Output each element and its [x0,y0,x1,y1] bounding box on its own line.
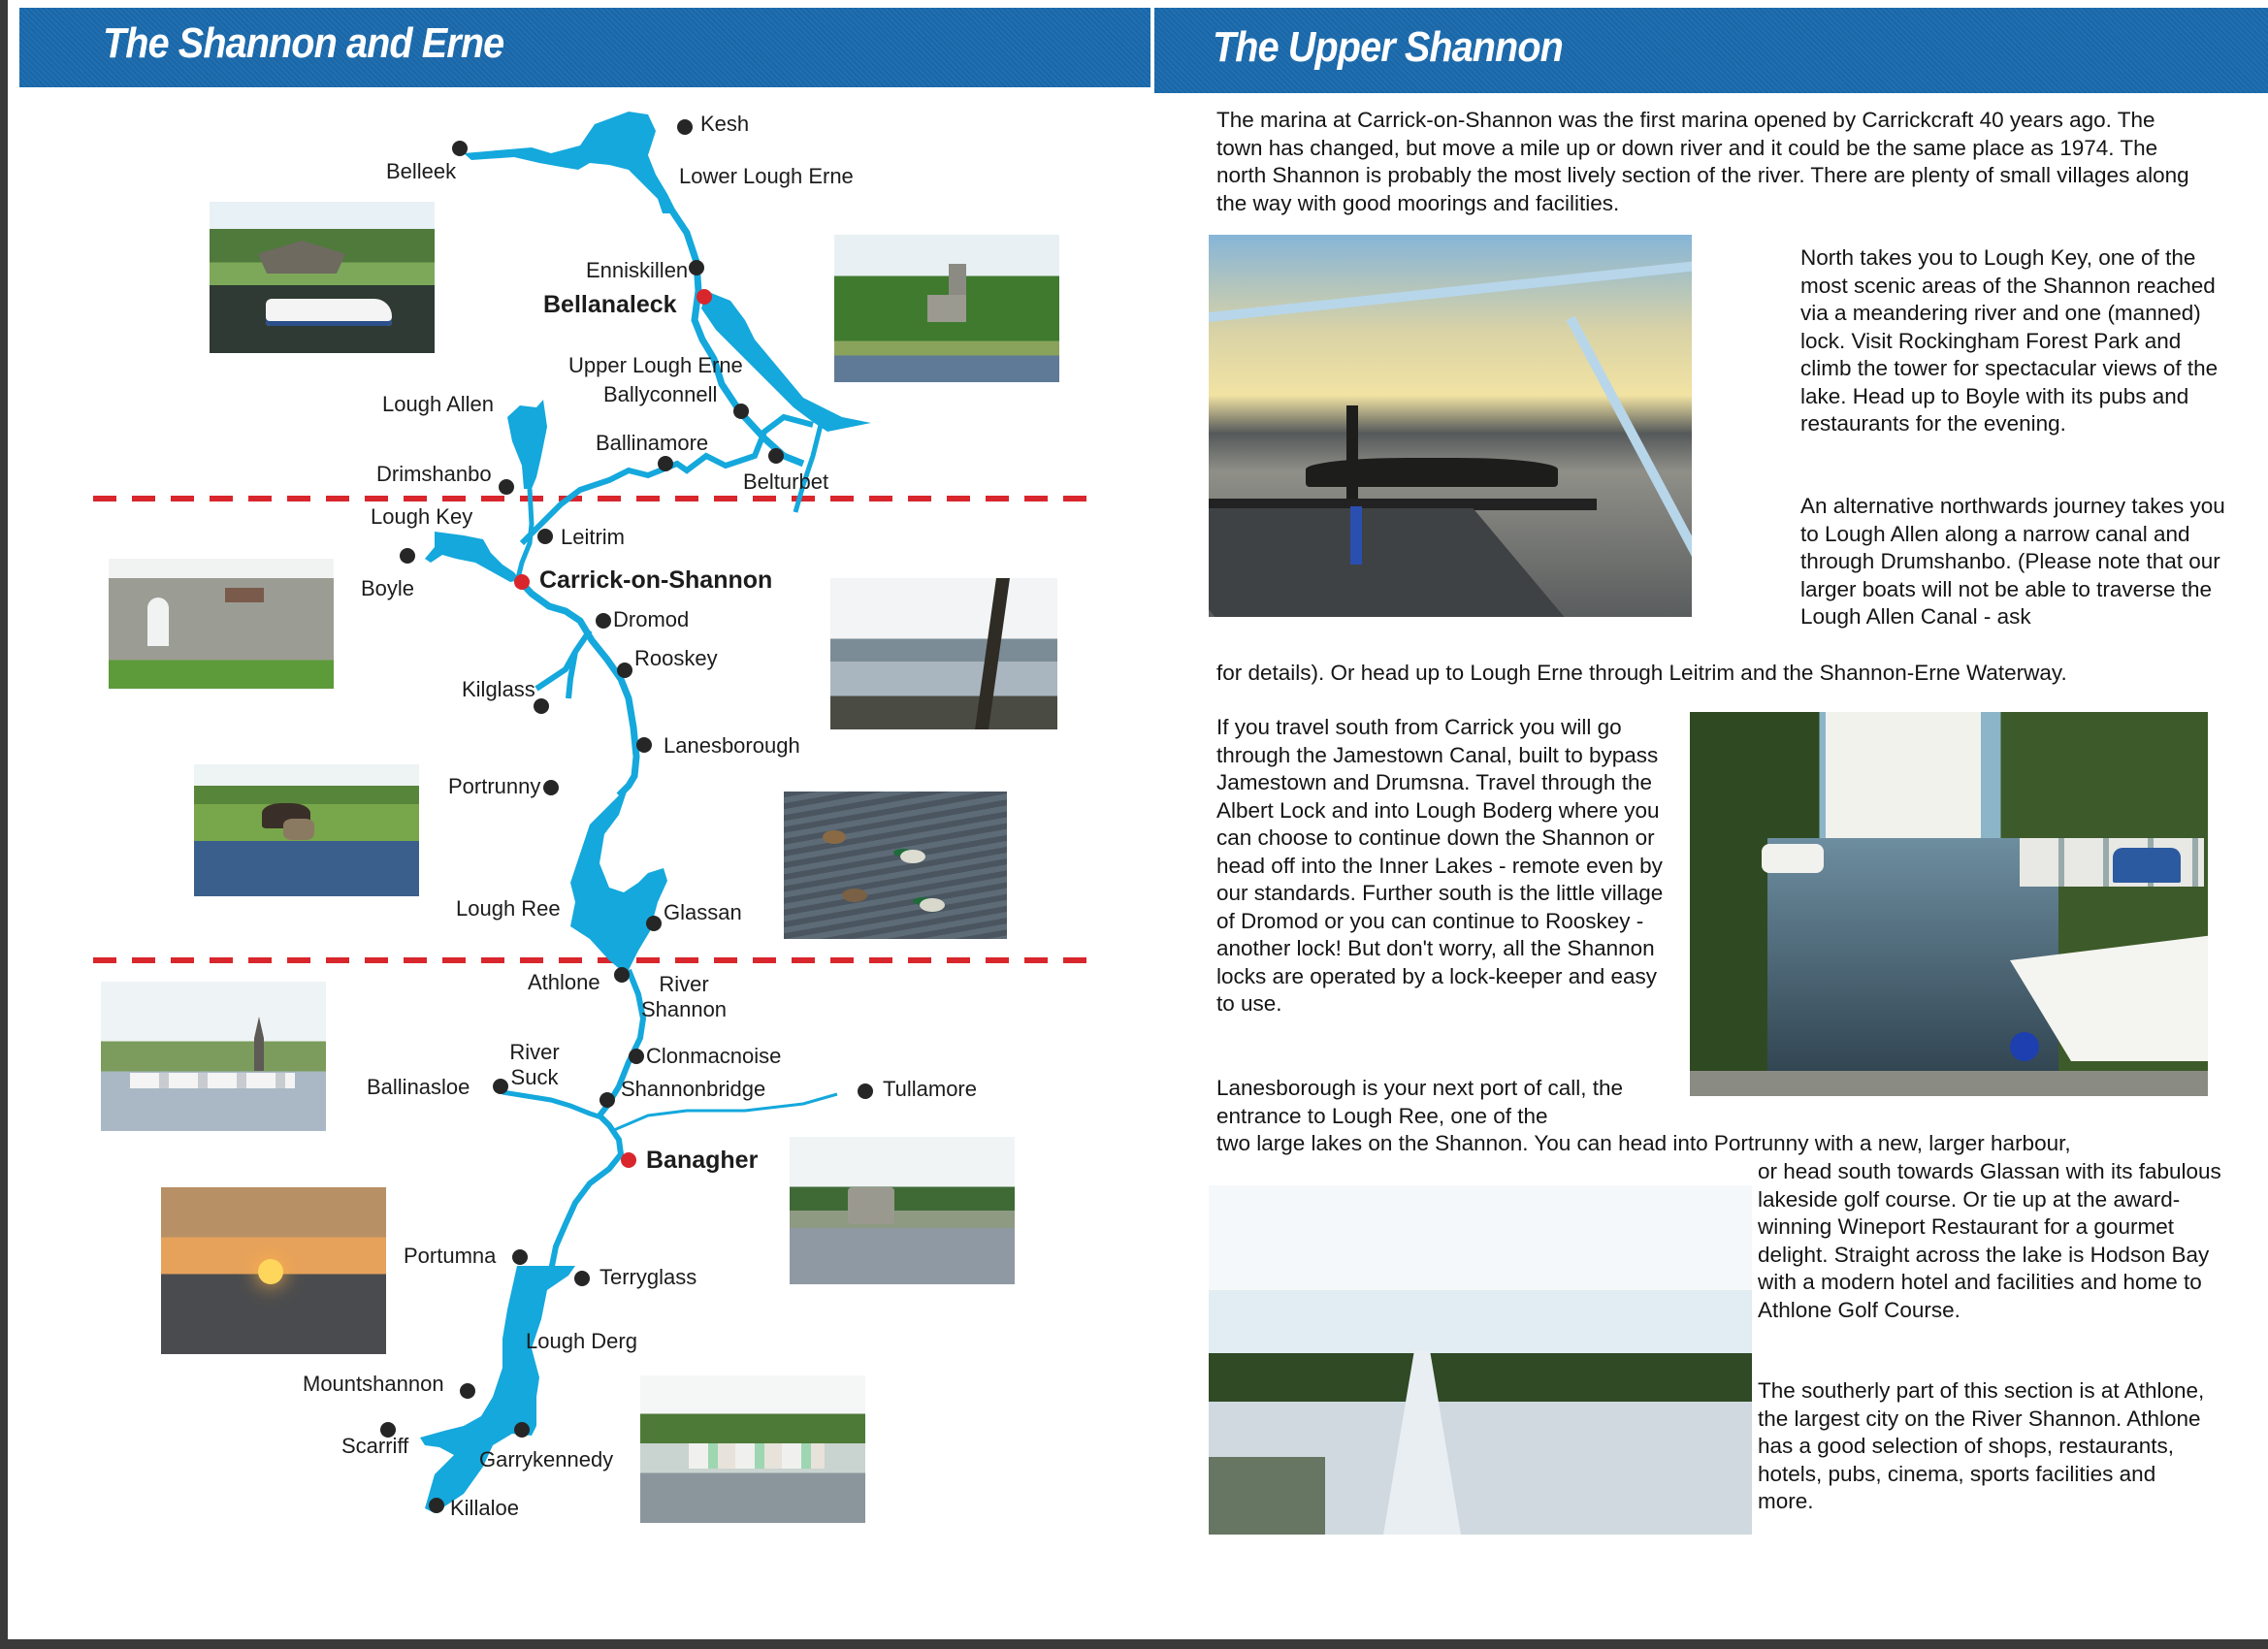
label-bellanaleck: Bellanaleck [543,291,677,318]
marker-shannonbridge [599,1092,615,1108]
label-lanesborough: Lanesborough [664,733,800,758]
marker-glassan [646,916,662,931]
river-shannon-lower [551,970,643,1271]
marker-dromod [596,613,611,629]
right-page-title: The Upper Shannon [1213,23,1563,71]
label-athlone: Athlone [528,970,600,994]
marker-drimshanbo [499,479,514,495]
label-portrunny: Portrunny [448,774,541,798]
paragraph-lanesborough-cont: two large lakes on the Shannon. You can head into Portrunny with a new, larger harbour, [1216,1131,2071,1155]
marker-kesh [677,119,693,135]
label-garrykennedy: Garrykennedy [479,1447,614,1471]
label-banagher: Banagher [646,1147,759,1174]
left-page-title: The Shannon and Erne [103,19,504,67]
label-rooskey: Rooskey [634,646,718,670]
photo-marina-dusk [1209,235,1692,617]
paragraph-lough-key: North takes you to Lough Key, one of the most scenic areas of the Shannon reached via a meandering river and one (manned) lock. Visit Rockingham Forest Park and climb the tower for spectacular views of the lake. Head up to Boyle with its pubs and restaurants for the evening. [1800,245,2219,436]
marker-killaloe [429,1498,444,1513]
paragraph-lough-allen-cont: for details). Or head up to Lough Erne through Leitrim and the Shannon-Erne Waterway. [1216,661,2067,685]
right-page-banner [1154,8,2268,93]
marker-tullamore [858,1083,873,1099]
marker-kilglass [534,698,549,714]
label-clonmacnoise: Clonmacnoise [646,1044,782,1068]
label-portumna: Portumna [404,1244,497,1268]
marker-banagher [621,1152,636,1168]
label-river-suck: River Suck [509,1040,560,1089]
label-belturbet: Belturbet [743,469,829,494]
label-shannonbridge: Shannonbridge [621,1077,766,1101]
label-enniskillen: Enniskillen [586,258,689,282]
marker-leitrim [537,529,553,544]
label-leitrim: Leitrim [561,525,626,549]
town-markers [380,119,873,1513]
label-killaloe: Killaloe [450,1496,519,1520]
label-lough-ree: Lough Ree [456,896,561,921]
lake-lough-key [425,532,520,582]
marker-carrick-on-shannon [514,574,530,590]
label-lough-key: Lough Key [371,504,473,529]
marker-enniskillen [689,260,704,275]
label-upper-lough-erne: Upper Lough Erne [568,353,743,377]
label-mountshannon: Mountshannon [303,1372,444,1396]
marker-terryglass [574,1271,590,1286]
marker-portumna [512,1249,528,1265]
label-lower-lough-erne: Lower Lough Erne [679,164,854,188]
marker-garrykennedy [514,1422,530,1438]
label-kesh: Kesh [700,112,750,136]
label-boyle: Boyle [361,576,415,600]
label-kilglass: Kilglass [462,677,535,701]
left-page [8,0,1154,1639]
waterways-map [8,0,1154,1639]
label-belleek: Belleek [386,159,457,183]
lake-lough-allen [507,400,547,489]
label-scarriff: Scarriff [341,1434,409,1458]
photo-river-reflection [1209,1185,1752,1535]
label-lough-derg: Lough Derg [526,1329,637,1353]
label-ballyconnell: Ballyconnell [603,382,718,406]
marker-mountshannon [460,1383,475,1399]
label-tullamore: Tullamore [883,1077,977,1101]
intro-paragraph: The marina at Carrick-on-Shannon was the first marina opened by Carrickcraft 40 years ago. The town has changed, but move a mile up or down river and it could be the same place as 1974. The north Shannon is probably the most lively section of the river. There are plenty of small villages along the way with good moorings and facilities. [1216,108,2189,215]
label-carrick-on-shannon: Carrick-on-Shannon [539,566,773,594]
marker-belleek [452,141,468,156]
label-dromod: Dromod [613,607,690,631]
paragraph-lanesborough: Lanesborough is your next port of call, the entrance to Lough Ree, one of the [1216,1076,1624,1128]
lake-lough-ree [570,786,667,970]
marker-belturbet [768,448,784,464]
right-page [1154,0,2268,1639]
label-ballinasloe: Ballinasloe [367,1075,470,1099]
paragraph-lough-allen: An alternative northwards journey takes you to Lough Allen along a narrow canal and through Drumshanbo. (Please note that our larger boats will not be able to traverse the Lough Allen Canal - ask [1800,494,2225,629]
marker-boyle [400,548,415,564]
marker-ballinamore [658,456,673,471]
label-glassan: Glassan [664,900,742,924]
marker-rooskey [617,663,632,678]
river-suck [502,1092,601,1117]
label-ballinamore: Ballinamore [596,431,709,455]
marker-athlone [614,967,630,983]
label-lough-allen: Lough Allen [382,392,494,416]
label-drimshanbo: Drimshanbo [376,462,492,486]
marker-ballyconnell [733,404,749,419]
paragraph-athlone: The southerly part of this section is at Athlone, the largest city on the River Shannon. Athlone has a good selection of shops, restaurants, hotels, pubs, cinema, sports facilities and more. [1758,1378,2205,1513]
marker-clonmacnoise [629,1049,644,1064]
label-river-shannon: River Shannon [640,972,728,1021]
marker-bellanaleck [697,289,712,305]
lake-lower-lough-erne [464,112,677,213]
photo-canal-boats [1690,712,2208,1096]
marker-portrunny [543,780,559,795]
marker-lanesborough [636,737,652,753]
label-terryglass: Terryglass [599,1265,697,1289]
paragraph-lough-ree: or head south towards Glassan with its fabulous lakeside golf course. Or tie up at the award-winning Wineport Restaurant for a gourmet delight. Straight across the lake is Hodson Bay with a modern hotel and facilities and home to Athlone Golf Course. [1758,1159,2221,1322]
paragraph-travel-south: If you travel south from Carrick you will go through the Jamestown Canal, built to bypass Jamestown and Drumsna. Travel through the Albert Lock and into Lough Boderg where you can choose to continue down the Shannon or head off into the Inner Lakes - remote even by our standards. Further south is the little village of Dromod or you can continue to Rooskey - another lock! But don't worry, all the Shannon locks are operated by a lock-keeper and easy to use. [1216,715,1664,1016]
